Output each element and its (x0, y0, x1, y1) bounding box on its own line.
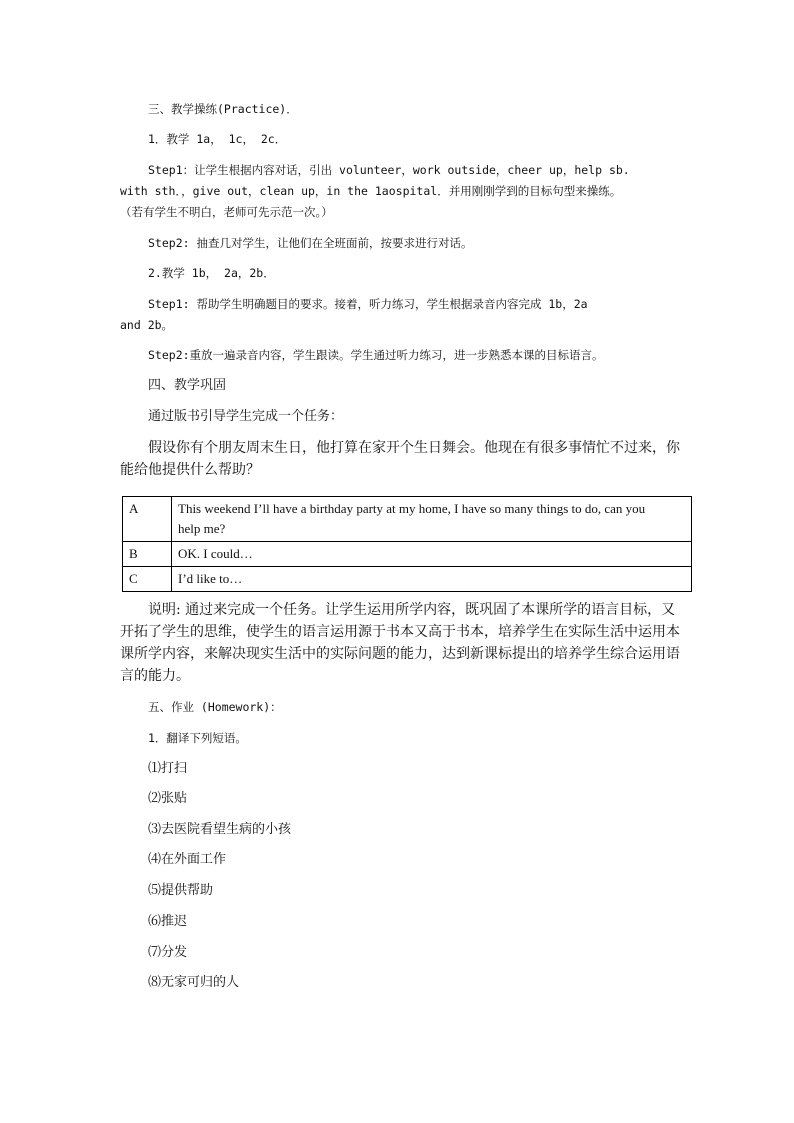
section3-step2: Step2: 抽查几对学生，让他们在全班面前，按要求进行对话。 (148, 236, 473, 250)
section4-intro: 通过版书引导学生完成一个任务： (148, 409, 344, 424)
section3-heading: 三、教学操练(Practice)． (148, 102, 298, 116)
row-text-line: This weekend I’ll have a birthday party at my home, I have so many things to do, can you (178, 501, 646, 516)
section3-step1-line1: Step1：让学生根据内容对话，引出 volunteer，work outside，cheer up，help sb. (148, 163, 630, 177)
row-text: I’d like to… (172, 567, 692, 592)
dialogue-table (122, 496, 692, 592)
section3-item1: 1．教学 1a， 1c， 2c． (148, 132, 287, 146)
section5-item1: 1．翻译下列短语。 (148, 731, 247, 745)
table-row (123, 567, 692, 592)
phrase-item: ⑸提供帮助 (148, 883, 214, 898)
row-key: A (123, 497, 172, 542)
explanation-line1: 说明: 通过来完成一个任务。让学生运用所学内容，既巩固了本课所学的语言目标，又 (148, 602, 676, 618)
row-text (172, 497, 692, 542)
section3-item2-step1-line1: Step1: 帮助学生明确题目的要求。接着，听力练习，学生根据录音内容完成 1b，2a (148, 297, 588, 311)
phrase-item: ⑻无家可归的人 (148, 975, 240, 990)
section5-heading: 五、作业 (Homework)： (148, 700, 282, 714)
row-key: B (123, 542, 172, 567)
phrase-item: ⑷在外面工作 (148, 852, 227, 867)
section4-heading: 四、教学巩固 (148, 378, 227, 393)
section3-step1-line3: （若有学生不明白，老师可先示范一次。） (120, 205, 333, 219)
explanation-line4: 言的能力。 (120, 668, 190, 684)
section3-item2: 2.教学 1b， 2a，2b． (148, 266, 275, 280)
phrase-item: ⑵张贴 (148, 791, 188, 806)
row-text: OK. I could… (172, 542, 692, 567)
row-text-line: help me? (178, 521, 226, 536)
section3-item2-step1-line2: and 2b。 (120, 318, 174, 332)
phrase-item: ⑺分发 (148, 945, 188, 960)
row-key: C (123, 567, 172, 592)
phrase-item: ⑹推迟 (148, 914, 188, 929)
section3-step1-line2: with sth．，give out，clean up，in the 1aospital．并用刚刚学到的目标句型来操练。 (120, 184, 622, 198)
section4-task-line1: 假设你有个朋友周末生日，他打算在家开个生日舞会。他现在有很多事情忙不过来，你 (148, 440, 680, 456)
table-row (123, 542, 692, 567)
table-row (123, 497, 692, 542)
explanation-line2: 开拓了学生的思维，使学生的语言运用源于书本又高于书本，培养学生在实际生活中运用本 (120, 624, 680, 640)
phrase-item: ⑴打扫 (148, 761, 188, 776)
section3-item2-step2: Step2:重放一遍录音内容，学生跟读。学生通过听力练习，进一步熟悉本课的目标语言。 (148, 348, 604, 362)
section4-task-line2: 能给他提供什么帮助？ (120, 462, 260, 478)
explanation-line3: 课所学内容，来解决现实生活中的实际问题的能力，达到新课标提出的培养学生综合运用语 (120, 646, 680, 662)
phrase-item: ⑶去医院看望生病的小孩 (148, 822, 292, 837)
